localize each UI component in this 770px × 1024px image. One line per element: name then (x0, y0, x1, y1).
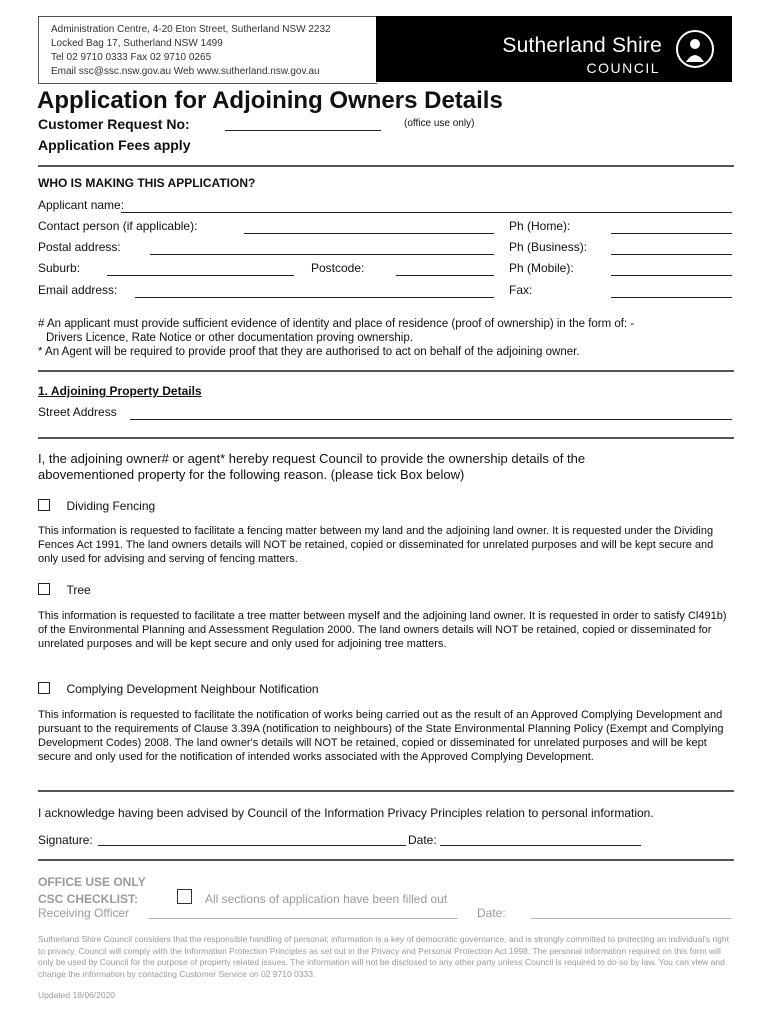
tree-label: Tree (66, 583, 91, 597)
property-heading: 1. Adjoining Property Details (38, 384, 202, 398)
complying-development-checkbox[interactable] (38, 682, 50, 694)
divider (38, 437, 734, 439)
date-label: Date: (408, 833, 437, 847)
address-line: Administration Centre, 4-20 Eton Street, Sutherland NSW 2232 (51, 24, 331, 35)
dividing-fencing-option[interactable] (38, 497, 155, 515)
dividing-fencing-text: This information is requested to facilitate a fencing matter between my land and the adjoining land owner. It is requested under the Dividing Fences Act 1991. The land owners details will NOT be retained, copied or disseminated for unrelated purposes and will be kept secure and only used for advising and serving of fencing matters. (38, 525, 714, 565)
checklist-item: All sections of application have been filled out (205, 892, 448, 906)
divider (38, 165, 734, 167)
email-line: Email ssc@ssc.nsw.gov.au Web www.sutherland.nsw.gov.au (51, 66, 320, 77)
ph-mobile-field[interactable] (611, 263, 732, 276)
receiving-officer-label: Receiving Officer (38, 906, 130, 920)
fees-note: Application Fees apply (38, 137, 191, 153)
divider (38, 370, 734, 372)
postal-field[interactable] (150, 242, 494, 255)
suburb-label: Suburb: (38, 261, 81, 275)
page-title: Application for Adjoining Owners Details (37, 87, 503, 114)
divider (38, 790, 734, 792)
contact-label: Contact person (if applicable): (38, 219, 198, 233)
complying-development-text: This information is requested to facilitate the notification of works being carried out as the result of an Approved Complying Development and pursuant to the requirements of Clause 3.39A (notification to neighbours) of the State Environmental Planning Policy (Exempt and Complying Development Codes) 2008. The land owner's details will NOT be retained, copied or disseminated for unrelated purposes and will be kept secure and only used for the notification of intended works associated with the Approved Complying Development. (38, 709, 724, 763)
request-statement: I, the adjoining owner# or agent* hereby request Council to provide the ownership details of the abovementioned property for the following reason. (please tick Box below) (38, 451, 586, 482)
tree-checkbox[interactable] (38, 583, 50, 595)
privacy-acknowledgement: I acknowledge having been advised by Council of the Information Privacy Principles relation to personal information. (38, 806, 654, 820)
council-logo-banner (376, 16, 732, 82)
signature-field[interactable] (98, 833, 406, 846)
office-date-field[interactable] (531, 906, 732, 919)
council-emblem-icon (676, 30, 714, 68)
complying-development-option[interactable] (38, 680, 319, 698)
agent-note: * An Agent will be required to provide proof that they are authorised to act on behalf of the adjoining owner. (38, 346, 580, 358)
tree-option[interactable] (38, 581, 91, 599)
request-number-field[interactable] (225, 118, 381, 131)
brand-sub: COUNCIL (586, 60, 660, 76)
request-label: Customer Request No: (38, 116, 190, 132)
divider (38, 859, 734, 861)
ph-home-field[interactable] (611, 221, 732, 234)
receiving-officer-field[interactable] (148, 906, 458, 919)
postcode-label: Postcode: (311, 261, 365, 275)
office-use-heading: OFFICE USE ONLY (38, 875, 146, 889)
postcode-field[interactable] (396, 263, 494, 276)
fax-label: Fax: (509, 283, 533, 297)
dividing-fencing-label: Dividing Fencing (66, 499, 156, 513)
fax-field[interactable] (611, 285, 732, 298)
ph-home-label: Ph (Home): (509, 219, 571, 233)
identity-note-cont: Drivers Licence, Rate Notice or other documentation proving ownership. (46, 332, 413, 344)
brand-name: Sutherland Shire (502, 34, 662, 57)
applicant-name-field[interactable] (121, 200, 732, 213)
council-contact-box (38, 16, 377, 84)
csc-checklist-label: CSC CHECKLIST: (38, 892, 139, 906)
signature-label: Signature: (38, 833, 93, 847)
dividing-fencing-checkbox[interactable] (38, 499, 50, 511)
ph-business-label: Ph (Business): (509, 240, 588, 254)
office-date-label: Date: (477, 906, 506, 920)
tree-text: This information is requested to facilitate a tree matter between myself and the adjoining land owner. It is requested in order to satisfy Cl491b) of the Environmental Planning and Assessment Regulation 2000. The land owners details will NOT be retained, copied or disseminated for unrelated purposes and will be kept secure and only used for adjoining tree matters. (38, 610, 727, 650)
applicant-heading: WHO IS MAKING THIS APPLICATION? (38, 176, 256, 190)
street-address-label: Street Address (38, 405, 117, 419)
contact-field[interactable] (244, 221, 494, 234)
address-line: Locked Bag 17, Sutherland NSW 1499 (51, 38, 223, 49)
suburb-field[interactable] (107, 263, 294, 276)
checklist-checkbox[interactable] (177, 889, 192, 904)
ph-mobile-label: Ph (Mobile): (509, 261, 574, 275)
date-field[interactable] (440, 833, 641, 846)
email-label: Email address: (38, 283, 118, 297)
postal-label: Postal address: (38, 240, 121, 254)
ph-business-field[interactable] (611, 242, 732, 255)
street-address-field[interactable] (130, 407, 732, 420)
office-use-note: (office use only) (404, 118, 475, 129)
phone-line: Tel 02 9710 0333 Fax 02 9710 0265 (51, 52, 212, 63)
identity-note: # An applicant must provide sufficient evidence of identity and place of residence (proof of ownership) in the form of: - (38, 318, 635, 330)
applicant-name-label: Applicant name: (38, 198, 125, 212)
updated-date: Updated 18/06/2020 (38, 990, 116, 1000)
complying-development-label: Complying Development Neighbour Notification (66, 682, 319, 696)
privacy-footer: Sutherland Shire Council considers that the responsible handling of personal; information is a key of democratic governance, and is strongly committed to protecting an individual's right to privacy. Council will comply with the Information Protection Principles as set out in the Privacy and Personal Protection Act 1998. The personal information required on this form will only be used by Council for the purpose of property related issues. The information will not be disclosed to any other party unless Council is required to do so by law. You can view and change the information by contacting Customer Service on 02 9710 0333. (38, 934, 729, 979)
email-field[interactable] (135, 285, 494, 298)
